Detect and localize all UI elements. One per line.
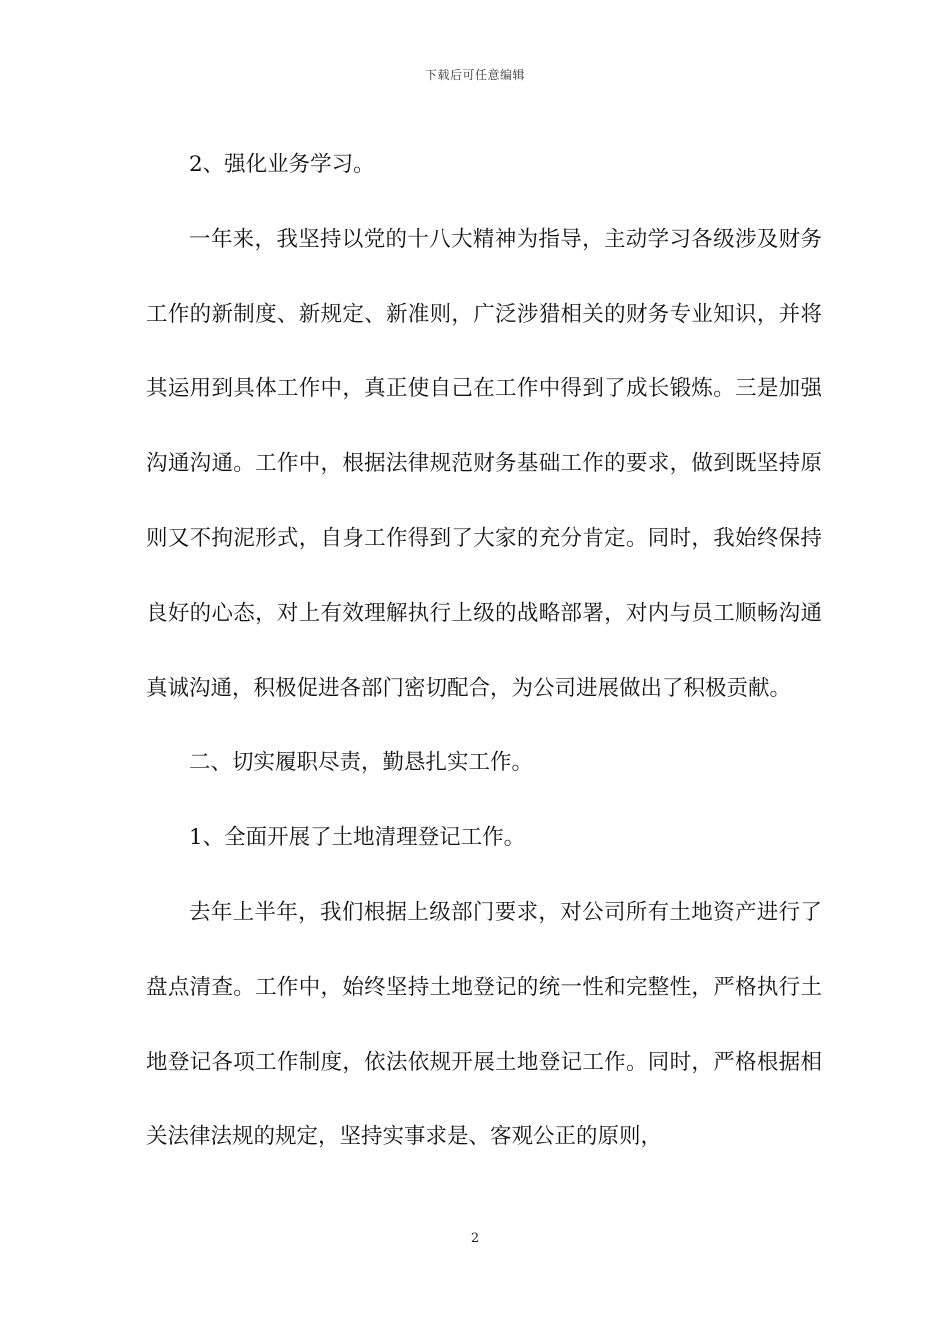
paragraph-land-details: 去年上半年，我们根据上级部门要求，对公司所有土地资产进行了盘点清查。工作中，始终坚持土地登记的统一性和完整性，严格执行土地登记各项工作制度，依法依规开展土地登记工作。同时，严格根据相关法律法规的规定，坚持实事求是、客观公正的原则， [146,899,822,1150]
paragraph-study-details: 一年来，我坚持以党的十八大精神为指导，主动学习各级涉及财务工作的新制度、新规定、新准则，广泛涉猎相关的财务专业知识，并将其运用到具体工作中，真正使自己在工作中得到了成长锻炼。三是加强沟通沟通。工作中，根据法律规范财务基础工作的要求，做到既坚持原则又不拘泥形式，自身工作得到了大家的充分肯定。同时，我始终保持良好的心态，对上有效理解执行上级的战略部署，对内与员工顺畅沟通真诚沟通，积极促进各部门密切配合，为公司进展做出了积极贡献。 [146,226,822,701]
paragraph-section-heading: 二、切实履职尽责，勤恳扎实工作。 [189,750,534,776]
paragraph-subheading-land: 1、全面开展了土地清理登记工作。 [189,825,526,851]
paragraph-subheading-study: 2、强化业务学习。 [189,152,375,177]
page-number: 2 [470,1231,480,1246]
page-header: 下载后可任意编辑 [424,68,525,82]
document-body [146,128,822,1175]
